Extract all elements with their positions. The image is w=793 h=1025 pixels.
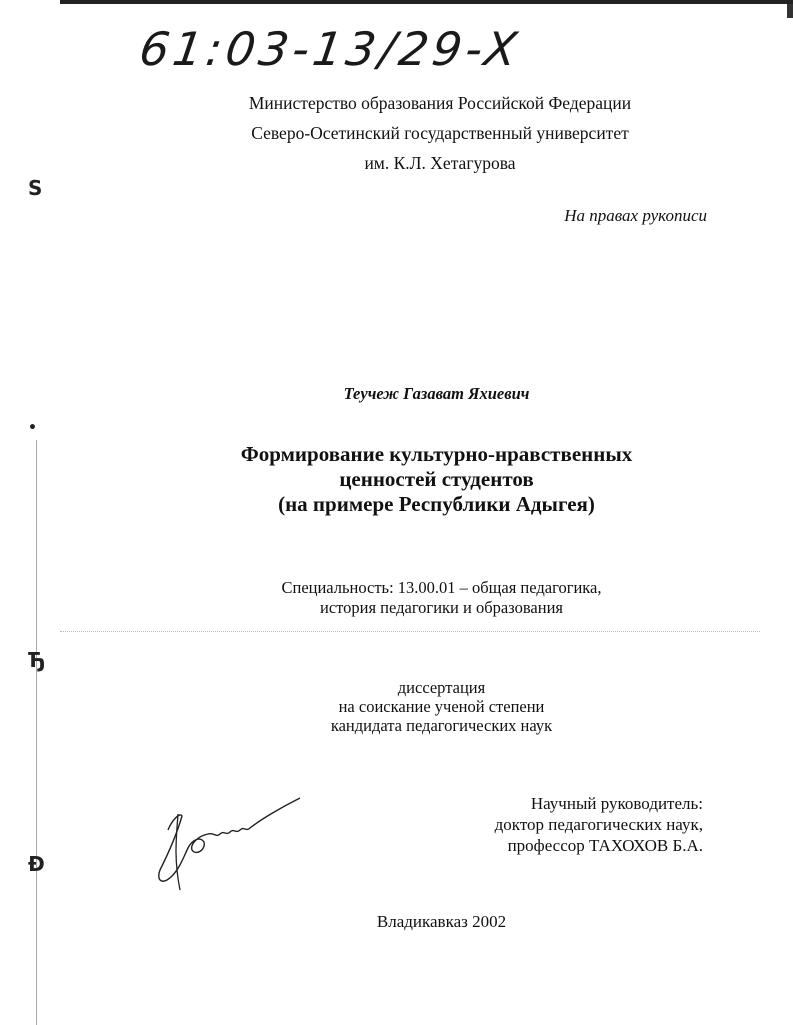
scan-fold-line [60,631,760,633]
advisor-line: Научный руководитель: [530,794,703,813]
manuscript-note: На правах рукописи [564,206,707,225]
title-line: (на примере Республики Адыгея) [278,492,595,516]
city-year: Владикавказ 2002 [376,912,507,931]
title-line: Формирование культурно-нравственных [240,442,633,466]
binding-hole-mark: Ѕ [28,176,43,200]
specialty [45,578,793,618]
advisor-line: доктор педагогических наук, [494,815,703,834]
dissertation-line: на соискание ученой степени [338,697,545,716]
specialty-line: Специальность: 13.00.01 – общая педагогика, [281,578,602,597]
dissertation-line: диссертация [397,678,486,697]
handwritten-catalog-code: 61:03-13/29-X [136,22,524,76]
binding-hole-mark: • [28,420,37,436]
binding-hole-mark: Ђ [28,648,46,672]
dissertation-line: кандидата педагогических наук [330,716,553,735]
binding-hole-mark: Ð [28,852,45,876]
scientific-advisor [383,793,703,856]
title-line: ценностей студентов [339,467,534,491]
dissertation-title [40,442,793,517]
dissertation-type [45,678,793,735]
ministry-name: Министерство образования Российской Федерации [248,93,632,113]
author-name: Теучеж Газават Яхиевич [343,384,530,403]
specialty-line: история педагогики и образования [319,598,563,617]
university-name: Северо-Осетинский государственный университет [251,123,629,143]
scan-corner-mark [787,4,793,18]
author-signature [150,790,320,900]
scan-margin-line [36,440,37,1025]
university-named-after: им. К.Л. Хетагурова [364,153,516,173]
advisor-line: профессор ТАХОХОВ Б.А. [507,836,703,855]
organization-header [150,88,730,178]
scan-top-border [60,0,793,4]
